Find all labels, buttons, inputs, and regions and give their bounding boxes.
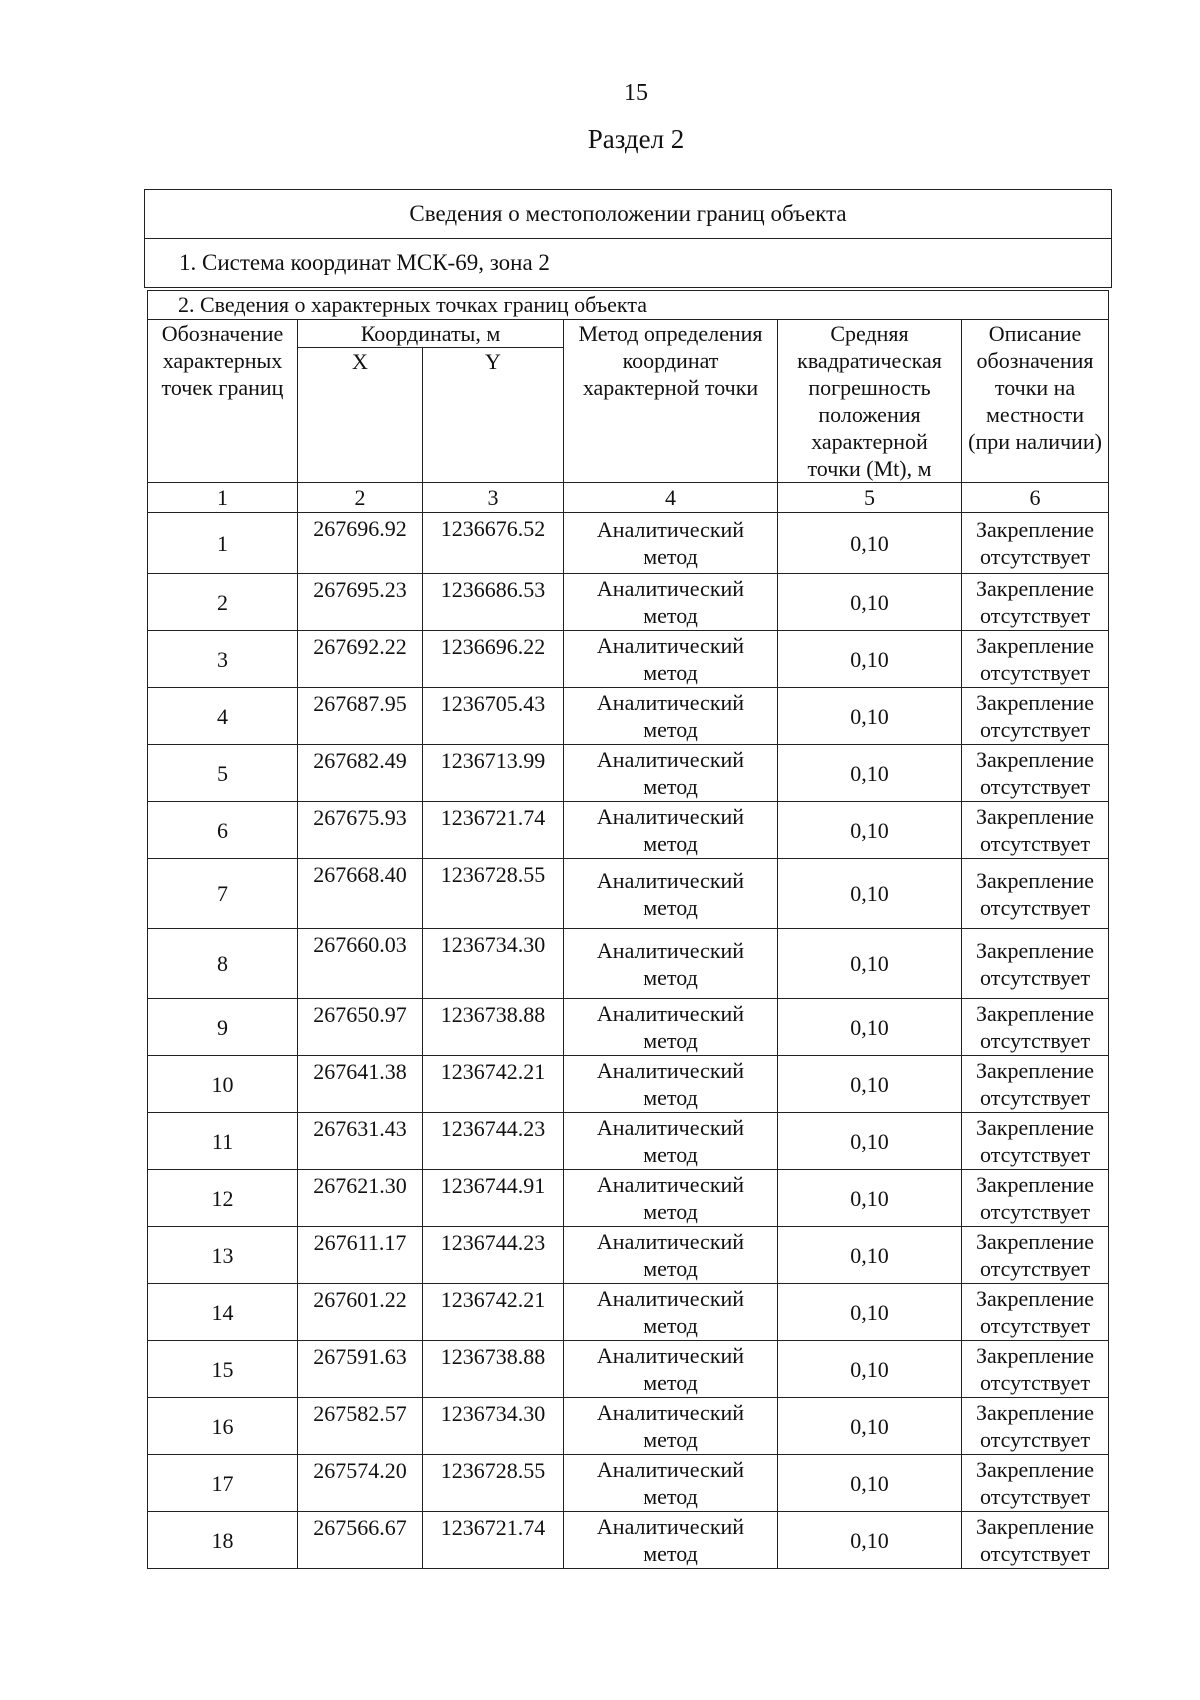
x-coordinate-cell: 267601.22 <box>298 1284 423 1341</box>
y-coordinate-cell: 1236728.55 <box>423 859 564 929</box>
y-coordinate-cell: 1236676.52 <box>423 513 564 574</box>
boundary-points-table <box>147 290 1109 1569</box>
error-cell: 0,10 <box>778 1455 962 1512</box>
description-cell: Закрепление отсутствует <box>962 999 1109 1056</box>
header-coordinates: Координаты, м <box>298 320 564 348</box>
y-coordinate-cell: 1236696.22 <box>423 631 564 688</box>
table-row <box>148 1284 1109 1341</box>
block-title-box <box>144 189 1112 239</box>
table-row <box>148 859 1109 929</box>
point-designation-cell: 8 <box>148 929 298 999</box>
point-designation-cell: 13 <box>148 1227 298 1284</box>
x-coordinate-cell: 267582.57 <box>298 1398 423 1455</box>
description-cell: Закрепление отсутствует <box>962 929 1109 999</box>
table-row <box>148 1398 1109 1455</box>
y-coordinate-cell: 1236713.99 <box>423 745 564 802</box>
x-coordinate-cell: 267621.30 <box>298 1170 423 1227</box>
point-designation-cell: 5 <box>148 745 298 802</box>
section-title: Раздел 2 <box>587 124 685 154</box>
point-designation-cell: 6 <box>148 802 298 859</box>
y-coordinate-cell: 1236734.30 <box>423 1398 564 1455</box>
error-cell: 0,10 <box>778 631 962 688</box>
table-row <box>148 999 1109 1056</box>
error-cell: 0,10 <box>778 999 962 1056</box>
description-cell: Закрепление отсутствует <box>962 1170 1109 1227</box>
error-cell: 0,10 <box>778 745 962 802</box>
column-number: 1 <box>148 483 298 513</box>
table-row <box>148 1227 1109 1284</box>
header-method: Метод определения координат характерной точки <box>564 320 778 483</box>
column-number: 4 <box>564 483 778 513</box>
block-title: Сведения о местоположении границ объекта <box>409 201 847 226</box>
description-cell: Закрепление отсутствует <box>962 745 1109 802</box>
method-cell: Аналитический метод <box>564 1284 778 1341</box>
error-cell: 0,10 <box>778 859 962 929</box>
x-coordinate-cell: 267650.97 <box>298 999 423 1056</box>
header-x: X <box>298 348 423 483</box>
method-cell: Аналитический метод <box>564 859 778 929</box>
description-cell: Закрепление отсутствует <box>962 1056 1109 1113</box>
error-cell: 0,10 <box>778 1512 962 1569</box>
method-cell: Аналитический метод <box>564 1341 778 1398</box>
point-designation-cell: 9 <box>148 999 298 1056</box>
point-designation-cell: 11 <box>148 1113 298 1170</box>
point-designation-cell: 16 <box>148 1398 298 1455</box>
coordinate-system-box <box>144 238 1112 288</box>
x-coordinate-cell: 267611.17 <box>298 1227 423 1284</box>
column-number: 3 <box>423 483 564 513</box>
x-coordinate-cell: 267591.63 <box>298 1341 423 1398</box>
header-description: Описание обозначения точки на местности (при наличии) <box>962 320 1109 483</box>
x-coordinate-cell: 267566.67 <box>298 1512 423 1569</box>
points-caption-row <box>148 291 1109 320</box>
table-row <box>148 745 1109 802</box>
coordinate-system: 1. Система координат МСК-69, зона 2 <box>179 250 550 275</box>
y-coordinate-cell: 1236742.21 <box>423 1284 564 1341</box>
error-cell: 0,10 <box>778 929 962 999</box>
description-cell: Закрепление отсутствует <box>962 1512 1109 1569</box>
table-row <box>148 1056 1109 1113</box>
table-row <box>148 1341 1109 1398</box>
error-cell: 0,10 <box>778 1113 962 1170</box>
error-cell: 0,10 <box>778 1284 962 1341</box>
points-caption: 2. Сведения о характерных точках границ объекта <box>148 291 1109 320</box>
description-cell: Закрепление отсутствует <box>962 1455 1109 1512</box>
column-numbers-row <box>148 483 1109 513</box>
y-coordinate-cell: 1236721.74 <box>423 802 564 859</box>
table-row <box>148 574 1109 631</box>
column-number: 2 <box>298 483 423 513</box>
method-cell: Аналитический метод <box>564 1398 778 1455</box>
error-cell: 0,10 <box>778 1056 962 1113</box>
description-cell: Закрепление отсутствует <box>962 1284 1109 1341</box>
x-coordinate-cell: 267668.40 <box>298 859 423 929</box>
point-designation-cell: 18 <box>148 1512 298 1569</box>
method-cell: Аналитический метод <box>564 802 778 859</box>
description-cell: Закрепление отсутствует <box>962 1113 1109 1170</box>
page-number: 15 <box>624 80 648 106</box>
description-cell: Закрепление отсутствует <box>962 1341 1109 1398</box>
error-cell: 0,10 <box>778 513 962 574</box>
y-coordinate-cell: 1236742.21 <box>423 1056 564 1113</box>
x-coordinate-cell: 267641.38 <box>298 1056 423 1113</box>
error-cell: 0,10 <box>778 802 962 859</box>
point-designation-cell: 4 <box>148 688 298 745</box>
description-cell: Закрепление отсутствует <box>962 688 1109 745</box>
method-cell: Аналитический метод <box>564 745 778 802</box>
point-designation-cell: 7 <box>148 859 298 929</box>
x-coordinate-cell: 267660.03 <box>298 929 423 999</box>
x-coordinate-cell: 267631.43 <box>298 1113 423 1170</box>
description-cell: Закрепление отсутствует <box>962 631 1109 688</box>
method-cell: Аналитический метод <box>564 1113 778 1170</box>
method-cell: Аналитический метод <box>564 688 778 745</box>
description-cell: Закрепление отсутствует <box>962 1227 1109 1284</box>
method-cell: Аналитический метод <box>564 631 778 688</box>
column-number: 6 <box>962 483 1109 513</box>
header-error: Средняя квадратическая погрешность положения характерной точки (Mt), м <box>778 320 962 483</box>
table-row <box>148 802 1109 859</box>
error-cell: 0,10 <box>778 688 962 745</box>
y-coordinate-cell: 1236721.74 <box>423 1512 564 1569</box>
point-designation-cell: 17 <box>148 1455 298 1512</box>
y-coordinate-cell: 1236744.23 <box>423 1113 564 1170</box>
x-coordinate-cell: 267692.22 <box>298 631 423 688</box>
x-coordinate-cell: 267574.20 <box>298 1455 423 1512</box>
header-point-designation: Обозначение характерных точек границ <box>148 320 298 483</box>
point-designation-cell: 2 <box>148 574 298 631</box>
point-designation-cell: 14 <box>148 1284 298 1341</box>
y-coordinate-cell: 1236734.30 <box>423 929 564 999</box>
description-cell: Закрепление отсутствует <box>962 802 1109 859</box>
y-coordinate-cell: 1236738.88 <box>423 1341 564 1398</box>
y-coordinate-cell: 1236705.43 <box>423 688 564 745</box>
table-row <box>148 1113 1109 1170</box>
table-row <box>148 631 1109 688</box>
method-cell: Аналитический метод <box>564 574 778 631</box>
point-designation-cell: 10 <box>148 1056 298 1113</box>
y-coordinate-cell: 1236686.53 <box>423 574 564 631</box>
description-cell: Закрепление отсутствует <box>962 574 1109 631</box>
description-cell: Закрепление отсутствует <box>962 1398 1109 1455</box>
description-cell: Закрепление отсутствует <box>962 859 1109 929</box>
x-coordinate-cell: 267695.23 <box>298 574 423 631</box>
table-row <box>148 1455 1109 1512</box>
method-cell: Аналитический метод <box>564 513 778 574</box>
method-cell: Аналитический метод <box>564 1512 778 1569</box>
error-cell: 0,10 <box>778 1227 962 1284</box>
method-cell: Аналитический метод <box>564 1056 778 1113</box>
x-coordinate-cell: 267682.49 <box>298 745 423 802</box>
x-coordinate-cell: 267696.92 <box>298 513 423 574</box>
x-coordinate-cell: 267687.95 <box>298 688 423 745</box>
header-y: Y <box>423 348 564 483</box>
table-row <box>148 513 1109 574</box>
header-row-1 <box>148 320 1109 348</box>
method-cell: Аналитический метод <box>564 1170 778 1227</box>
description-cell: Закрепление отсутствует <box>962 513 1109 574</box>
error-cell: 0,10 <box>778 1398 962 1455</box>
point-designation-cell: 15 <box>148 1341 298 1398</box>
x-coordinate-cell: 267675.93 <box>298 802 423 859</box>
point-designation-cell: 3 <box>148 631 298 688</box>
y-coordinate-cell: 1236744.23 <box>423 1227 564 1284</box>
table-row <box>148 1170 1109 1227</box>
column-number: 5 <box>778 483 962 513</box>
method-cell: Аналитический метод <box>564 1455 778 1512</box>
table-row <box>148 929 1109 999</box>
point-designation-cell: 12 <box>148 1170 298 1227</box>
error-cell: 0,10 <box>778 1341 962 1398</box>
y-coordinate-cell: 1236744.91 <box>423 1170 564 1227</box>
y-coordinate-cell: 1236738.88 <box>423 999 564 1056</box>
method-cell: Аналитический метод <box>564 999 778 1056</box>
method-cell: Аналитический метод <box>564 929 778 999</box>
error-cell: 0,10 <box>778 1170 962 1227</box>
table-row <box>148 1512 1109 1569</box>
error-cell: 0,10 <box>778 574 962 631</box>
y-coordinate-cell: 1236728.55 <box>423 1455 564 1512</box>
point-designation-cell: 1 <box>148 513 298 574</box>
method-cell: Аналитический метод <box>564 1227 778 1284</box>
table-row <box>148 688 1109 745</box>
